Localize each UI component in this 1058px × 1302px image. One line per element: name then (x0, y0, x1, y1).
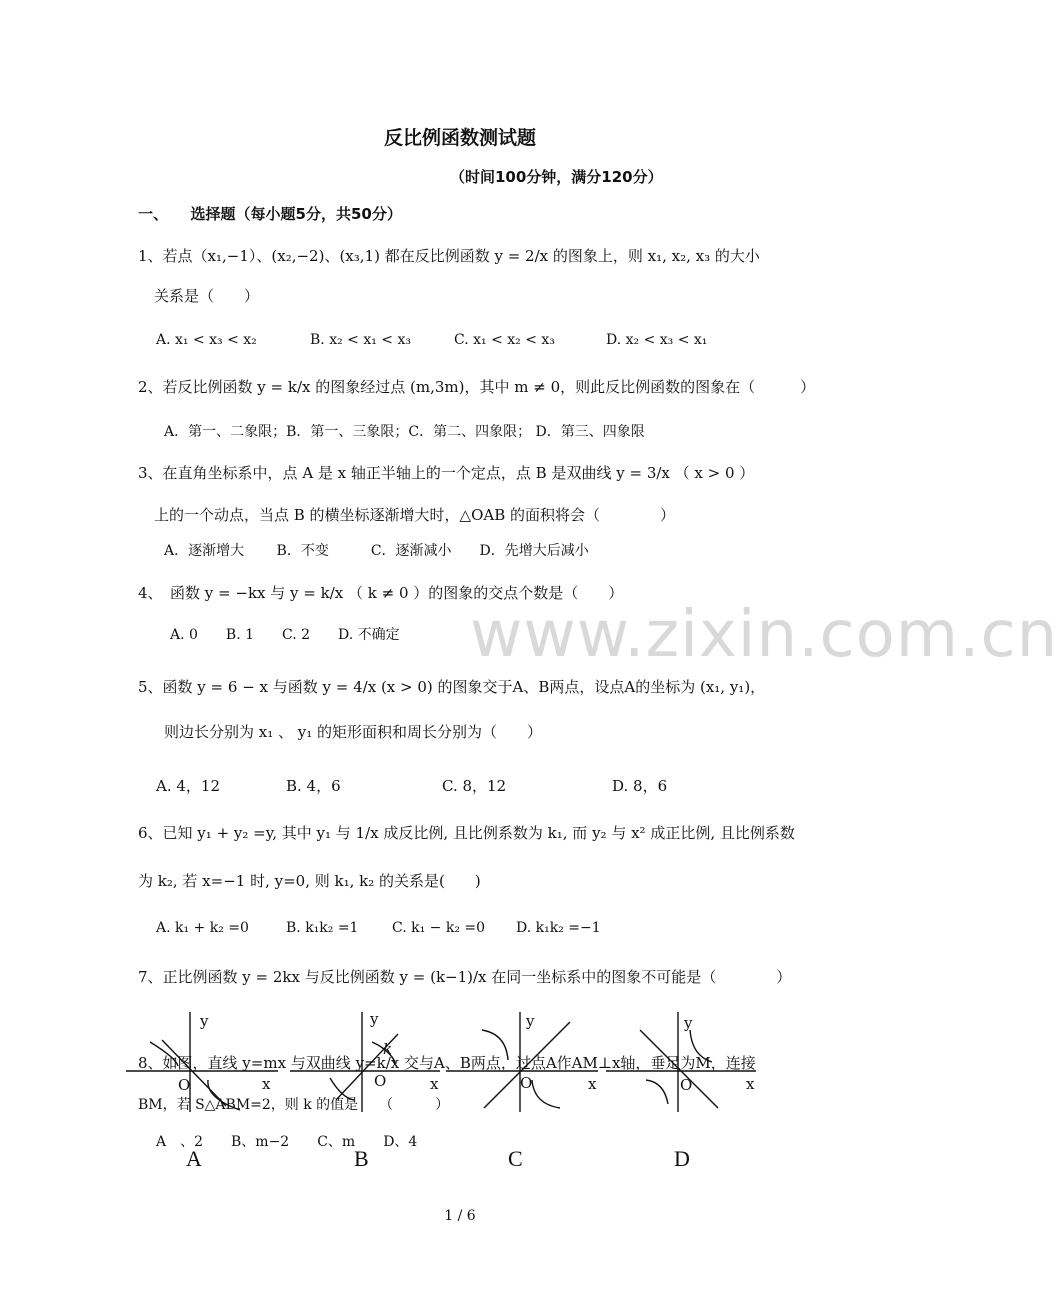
graph-c-y-label: y (526, 1012, 535, 1030)
graph-a-origin: O (178, 1076, 191, 1094)
q1-line2: 关系是（ ） (154, 287, 260, 305)
q8-line1: 8、如图，直线 y=mx 与双曲线 y=k/x 交与A、B两点，过点A作AM⊥x轴，垂足为M，连接 (138, 1054, 756, 1072)
q1-option-b: B. x₂ < x₁ < x₃ (310, 332, 411, 348)
q6-option-d: D. k₁k₂ =−1 (516, 920, 601, 936)
graph-d-label: D (674, 1146, 690, 1171)
graph-d-y-label: y (684, 1014, 693, 1032)
q1-option-c: C. x₁ < x₂ < x₃ (454, 332, 555, 348)
q3-line1: 3、在直角坐标系中，点 A 是 x 轴正半轴上的一个定点，点 B 是双曲线 y = 3/x （ x > 0 ） (138, 464, 755, 482)
graph-a-y-label: y (200, 1012, 209, 1030)
q5-option-d: D. 8，6 (612, 777, 668, 795)
q6-line1: 6、已知 y₁ + y₂ =y, 其中 y₁ 与 1/x 成反比例, 且比例系数为 k₁, 而 y₂ 与 x² 成正比例, 且比例系数 (138, 824, 795, 842)
section-heading: 一、 选择题（每小题5分，共50分） (138, 205, 402, 223)
graph-d-origin: O (680, 1076, 693, 1094)
q7-line1: 7、正比例函数 y = 2kx 与反比例函数 y = (k−1)/x 在同一坐标系中的图象不可能是（ ） (138, 968, 792, 986)
q5-option-a: A. 4，12 (156, 777, 220, 795)
graph-b-label: B (354, 1146, 369, 1171)
q5-line2: 则边长分别为 x₁ 、 y₁ 的矩形面积和周长分别为（ ） (164, 723, 543, 741)
q1-option-a: A. x₁ < x₃ < x₂ (156, 332, 257, 348)
graph-a-label: A (186, 1146, 202, 1171)
q3-options: A．逐渐增大 B．不变 C．逐渐减小 D．先增大后减小 (164, 543, 589, 559)
q2-options: A．第一、二象限；B．第一、三象限；C．第二、四象限； D．第三、四象限 (164, 424, 645, 440)
q1-line1: 1、若点（x₁,−1）、(x₂,−2)、(x₃,1) 都在反比例函数 y = 2/x 的图象上，则 x₁, x₂, x₃ 的大小 (138, 247, 760, 265)
graph-a-x-label: x (262, 1075, 271, 1093)
graph-b-k-label: k (383, 1040, 393, 1058)
q6-option-a: A. k₁ + k₂ =0 (156, 920, 249, 936)
q5-line1: 5、函数 y = 6 − x 与函数 y = 4/x (x > 0) 的图象交于A、B两点，设点A的坐标为 (x₁, y₁)， (138, 678, 766, 696)
page-number: 1 / 6 (444, 1208, 476, 1224)
q8-options: A 、2 B、m−2 C、m D、4 (156, 1134, 418, 1150)
q6-line2: 为 k₂, 若 x=−1 时, y=0, 则 k₁, k₂ 的关系是( ) (138, 872, 481, 890)
q5-option-b: B. 4，6 (286, 777, 341, 795)
graph-c-origin: O (520, 1074, 533, 1092)
q4-options: A. 0 B. 1 C. 2 D. 不确定 (170, 627, 400, 643)
graph-b-y-label: y (370, 1010, 379, 1028)
graph-c-x-label: x (588, 1075, 597, 1093)
graph-d-x-label: x (746, 1075, 755, 1093)
page-title: 反比例函数测试题 (383, 127, 536, 149)
q4-line1: 4、 函数 y = −kx 与 y = k/x （ k ≠ 0 ）的图象的交点个数是（ ） (138, 584, 624, 602)
graph-b-x-label: x (430, 1075, 439, 1093)
q6-option-c: C. k₁ − k₂ =0 (392, 920, 486, 936)
page-subtitle: （时间100分钟，满分120分） (450, 168, 663, 186)
q1-option-d: D. x₂ < x₃ < x₁ (606, 332, 708, 348)
q8-line2: BM，若 S△ABM=2，则 k 的值是 （ ） (138, 1097, 450, 1113)
q2-line1: 2、若反比例函数 y = k/x 的图象经过点 (m,3m)，其中 m ≠ 0，则此反比例函数的图象在（ ） (138, 378, 816, 396)
q6-option-b: B. k₁k₂ =1 (286, 920, 359, 936)
q5-option-c: C. 8，12 (442, 777, 507, 795)
q3-line2: 上的一个动点，当点 B 的横坐标逐渐增大时，△OAB 的面积将会（ ） (154, 506, 676, 524)
graph-c-label: C (508, 1146, 523, 1171)
graph-b-origin: O (374, 1072, 387, 1090)
watermark: www.zixin.com.cn (470, 598, 1058, 672)
